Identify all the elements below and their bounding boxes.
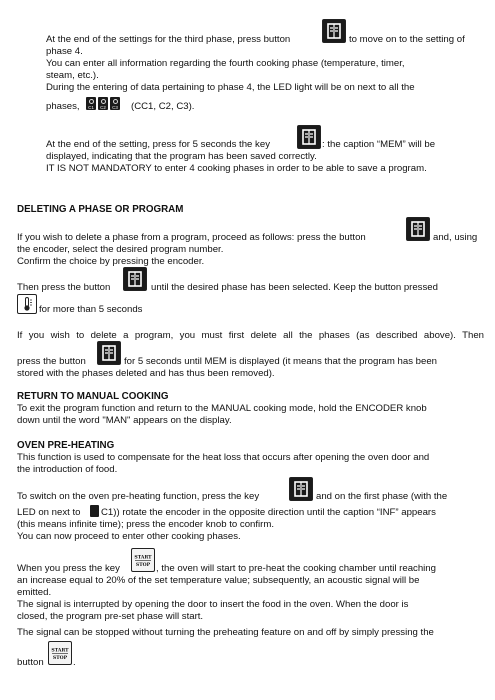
text-line: stored with the phases deleted and has thus been removed).: [17, 368, 275, 379]
led-c3-icon: C3: [110, 97, 120, 110]
program-book-icon: [97, 341, 121, 365]
text-line: Confirm the choice by pressing the encoder.: [17, 256, 205, 267]
led-c2-icon: C2: [98, 97, 108, 110]
program-book-icon: [406, 217, 430, 241]
start-label: START: [134, 555, 152, 561]
text-line: press the button: [17, 356, 86, 367]
text-line: the introduction of food.: [17, 464, 118, 475]
text-line: To switch on the oven pre-heating function, press the key: [17, 491, 260, 502]
text-line: If you wish to delete a phase from a program, proceed as follows: press the button: [17, 232, 366, 243]
text-line: , the oven will start to pre-heat the cooking chamber until reaching: [156, 563, 436, 574]
text-line: an increase equal to 20% of the set temperature value; subsequently, an acoustic signal will be: [17, 575, 420, 586]
text-line: During the entering of data pertaining to phase 4, the LED light will be on next to all the: [46, 82, 415, 93]
led-indicator-group: [86, 97, 120, 110]
thermometer-icon: [17, 294, 37, 314]
text-line: (this means infinite time); press the encoder knob to confirm.: [17, 519, 275, 530]
text-line: emitted.: [17, 587, 52, 598]
text-line: until the desired phase has been selected. Keep the button pressed: [151, 282, 438, 293]
program-book-icon: [289, 477, 313, 501]
start-label: START: [51, 648, 69, 654]
text-line: At the end of the settings for the third phase, press button: [46, 34, 291, 45]
program-book-icon: [322, 19, 346, 43]
stop-label: STOP: [52, 656, 68, 661]
text-line: At the end of the setting, press for 5 seconds the key: [46, 139, 270, 150]
program-book-icon: [123, 267, 147, 291]
text-line: .: [73, 657, 76, 668]
text-line: phase 4.: [46, 46, 83, 57]
start-stop-icon: [131, 548, 155, 572]
text-line: You can enter all information regarding the fourth cooking phase (temperature, timer,: [46, 58, 405, 69]
text-line: to move on to the setting of: [349, 34, 465, 45]
text-line: steam, etc.).: [46, 70, 99, 81]
text-line: (CC1, C2, C3).: [131, 101, 195, 112]
text-line: To exit the program function and return to the MANUAL cooking mode, hold the ENCODER knob: [17, 403, 427, 414]
text-line: Then press the button: [17, 282, 111, 293]
text-line: displayed, indicating that the program has been saved correctly.: [46, 151, 317, 162]
text-line: When you press the key: [17, 563, 120, 574]
text-line: and on the first phase (with the: [316, 491, 448, 502]
text-line: button: [17, 657, 44, 668]
section-title: OVEN PRE-HEATING: [17, 440, 115, 451]
text-line: If you wish to delete a program, you must first delete all the phases (as described above). Then: [17, 330, 484, 341]
start-stop-icon: [48, 641, 72, 665]
text-line: the encoder, select the desired program number.: [17, 244, 224, 255]
program-book-icon: [297, 125, 321, 149]
text-line: : the caption “MEM” will be: [322, 139, 436, 150]
text-line: LED on next to: [17, 507, 81, 518]
text-line: closed, the program pre-set phase will start.: [17, 611, 204, 622]
section-title: RETURN TO MANUAL COOKING: [17, 391, 169, 402]
text-line: The signal can be stopped without turning the preheating feature on and off by simply pressing the: [17, 627, 434, 638]
text-line: for 5 seconds until MEM is displayed (it means that the program has been: [124, 356, 438, 367]
led-c1-icon: [90, 505, 99, 517]
text-line: This function is used to compensate for the heat loss that occurs after opening the oven door and: [17, 452, 430, 463]
stop-label: STOP: [135, 563, 151, 568]
text-line: You can now proceed to enter other cooking phases.: [17, 531, 241, 542]
text-line: down until the word "MAN" appears on the display.: [17, 415, 232, 426]
text-line: The signal is interrupted by opening the door to insert the food in the oven. When the door is: [17, 599, 409, 610]
text-line: and, using: [433, 232, 478, 243]
led-c1-icon: C1: [86, 97, 96, 110]
text-line: phases,: [46, 101, 80, 112]
section-title: DELETING A PHASE OR PROGRAM: [17, 204, 184, 215]
text-line: IT IS NOT MANDATORY to enter 4 cooking phases in order to be able to save a program.: [46, 163, 427, 174]
text-line: C1)) rotate the encoder in the opposite direction until the caption “INF” appears: [101, 507, 436, 518]
text-line: for more than 5 seconds: [39, 304, 143, 315]
